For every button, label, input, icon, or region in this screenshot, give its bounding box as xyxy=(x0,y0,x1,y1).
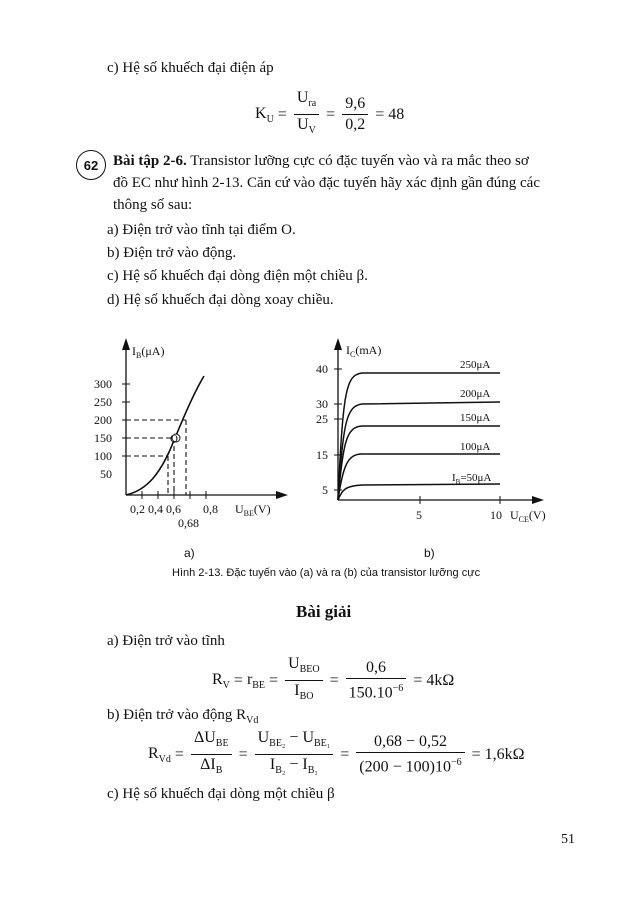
chart-b-x-label: $U_{CE}(V)$ xyxy=(510,508,546,524)
equation-ku: $K_U$ = $\frac{U_{ra}}{U_V}$ = $\frac{9,6}{0,2}$ = 48 xyxy=(255,89,405,137)
chart-a-ytick-200: 200 xyxy=(94,413,112,427)
problem-item-a: a) Điện trở vào tĩnh tại điểm O. xyxy=(107,222,296,238)
ku-num2: 9,6 xyxy=(342,94,368,115)
chart-a-input-characteristic xyxy=(60,330,300,540)
problem-text-1: Transistor lưỡng cực có đặc tuyến vào và ra mắc theo sơ xyxy=(190,153,529,169)
chart-b-xtick-10: 10 xyxy=(490,508,502,522)
chart-a-ytick-50: 50 xyxy=(100,467,112,481)
ku-den2: 0,2 xyxy=(345,116,366,134)
problem-line-3: thông số sau: xyxy=(113,197,193,213)
chart-a-point-label: O xyxy=(170,433,178,445)
chart-b-y-arrow xyxy=(334,338,342,350)
ku-lhs-sub: U xyxy=(266,113,274,125)
chart-a-xticks-labels: 0,2 0,4 0,6 xyxy=(130,502,181,516)
curve-150 xyxy=(338,426,500,500)
ku-den: U xyxy=(297,116,309,134)
problem-line-1 xyxy=(113,153,529,170)
chart-b-label-200: 200μA xyxy=(460,388,491,400)
chart-b-caption: b) xyxy=(424,546,435,560)
problem-item-d: d) Hệ số khuếch đại dòng xoay chiều. xyxy=(107,292,334,308)
curve-50 xyxy=(338,484,500,500)
chart-a-curve xyxy=(126,376,204,495)
chart-b-ytick-25: 25 xyxy=(316,412,328,426)
problem-line-2: đồ EC như hình 2-13. Căn cứ vào đặc tuyến hãy xác định gần đúng các xyxy=(113,175,540,191)
ku-num: U xyxy=(296,89,309,106)
chart-b-ytick-15: 15 xyxy=(316,448,328,462)
ku-num-sub: ra xyxy=(308,98,317,110)
page-number: 51 xyxy=(561,832,575,847)
chart-a-ytick-300: 300 xyxy=(94,377,112,391)
problem-item-c: c) Hệ số khuếch đại dòng điện một chiều β. xyxy=(107,268,368,284)
chart-a-ytick-150: 150 xyxy=(94,431,112,445)
chart-b-output-characteristic xyxy=(300,330,570,540)
section-c-title: c) Hệ số khuếch đại điện áp xyxy=(107,60,274,76)
chart-b-ytick-40: 40 xyxy=(316,362,328,376)
chart-a-xtick-068: 0,68 xyxy=(178,516,199,530)
chart-a-y-arrow xyxy=(122,338,130,350)
ku-result: 48 xyxy=(388,105,405,123)
problem-number-badge: 62 xyxy=(76,150,106,180)
figure-caption: Hình 2-13. Đặc tuyến vào (a) và ra (b) của transistor lưỡng cực xyxy=(172,567,481,579)
chart-a-caption: a) xyxy=(184,546,195,560)
chart-a-x-arrow xyxy=(276,491,288,499)
solution-a: a) Điện trở vào tĩnh xyxy=(107,633,225,649)
ku-lhs: K xyxy=(255,104,267,122)
chart-b-y-label: $I_C(mA)$ xyxy=(346,343,382,359)
equation-rv: $R_V$ = $r_{BE}$ = $\frac{U_{BEO}}{I_{BO}}$ = $\frac{0,6}{150.10^{-6}}$ = 4kΩ xyxy=(212,655,455,703)
chart-b-ytick-5: 5 xyxy=(322,483,328,497)
chart-b-label-100: 100μA xyxy=(460,441,491,453)
chart-a-x-label: $U_{BE}(V)$ xyxy=(235,502,271,518)
solution-title: Bài giải xyxy=(296,602,352,621)
chart-b-x-arrow xyxy=(532,496,544,504)
chart-a-y-label: $I_B(\mu A)$ xyxy=(132,344,165,360)
equation-rvd: $R_{Vd}$ = $\frac{\Delta U_{BE}}{\Delta I_B}$ = $\frac{U_{BE_2} - U_{BE_1}}{I_{B_2} - I_{B_1}}$ = $\frac{0,68 - 0,52}{(200 - 100)10^{-6}}$ = 1,6kΩ xyxy=(148,729,525,777)
solution-c: c) Hệ số khuếch đại dòng một chiều β xyxy=(107,786,335,802)
problem-title: Bài tập 2-6. xyxy=(113,153,187,169)
chart-b-label-150: 150μA xyxy=(460,412,491,424)
solution-b: b) Điện trở vào động $R_{Vd}$ xyxy=(107,707,259,726)
chart-b-ytick-30: 30 xyxy=(316,397,328,411)
chart-a-ytick-250: 250 xyxy=(94,395,112,409)
chart-b-label-250: 250μA xyxy=(460,359,491,371)
chart-b-label-50: $I_B=50\mu A$ xyxy=(452,472,492,486)
problem-item-b: b) Điện trở vào động. xyxy=(107,245,237,261)
chart-a-ytick-100: 100 xyxy=(94,449,112,463)
chart-b-xtick-5: 5 xyxy=(416,508,422,522)
chart-a-xtick-08: 0,8 xyxy=(203,502,218,516)
ku-den-sub: V xyxy=(308,125,316,137)
